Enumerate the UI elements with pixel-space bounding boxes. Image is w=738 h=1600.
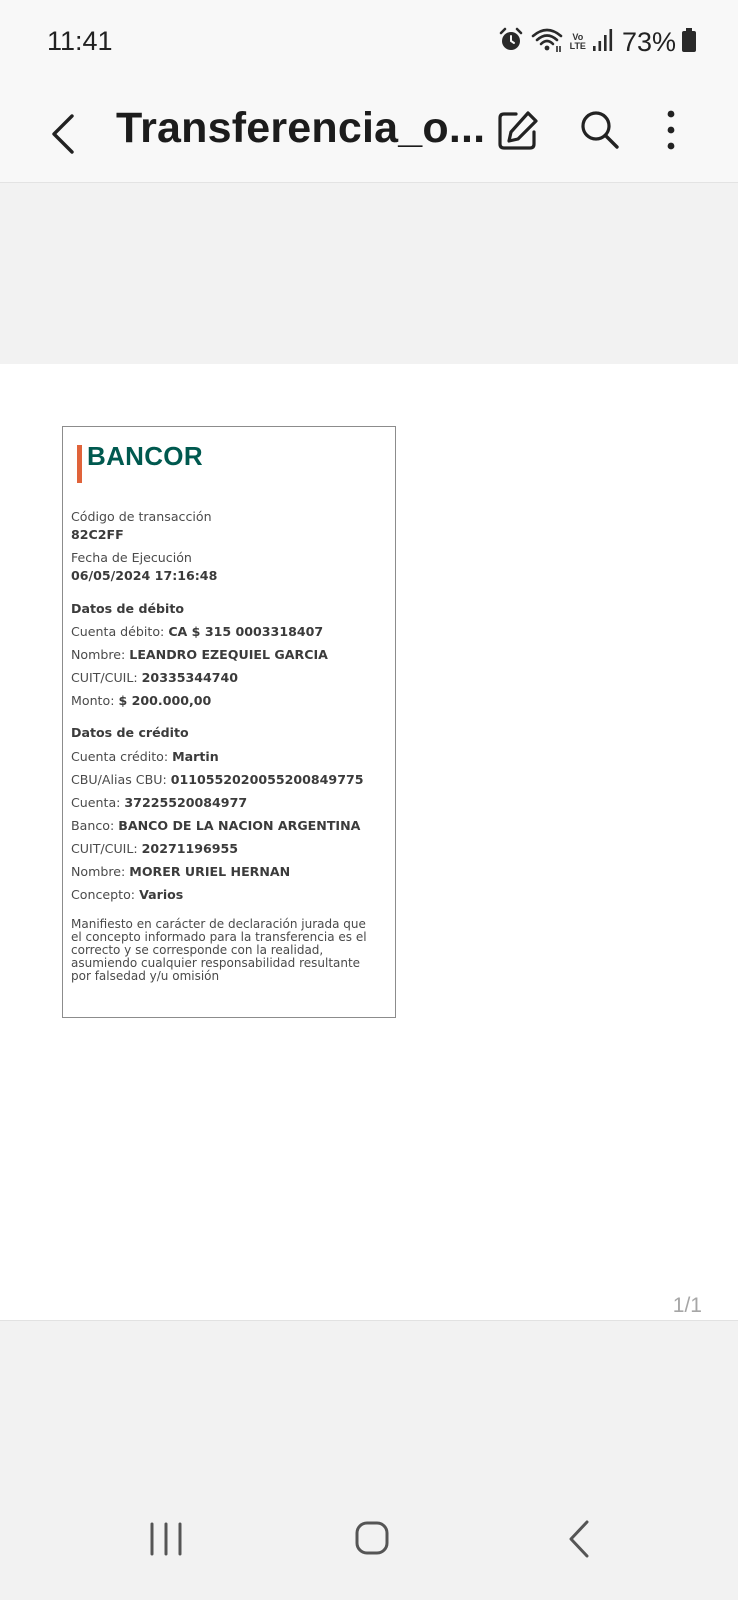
credit-cuit-label: CUIT/CUIL: [71,841,138,856]
recents-icon [136,1512,196,1566]
more-vertical-icon [652,106,690,154]
debit-amount-value: $ 200.000,00 [118,693,212,708]
transfer-receipt [62,426,396,1018]
logo-text: BANCOR [87,441,203,471]
credit-cuit-row [71,841,238,856]
credit-account-value: Martin [172,749,219,764]
battery-icon [682,28,696,57]
edit-icon [494,106,542,154]
debit-cuit-row [71,670,238,685]
wifi-icon [530,26,564,59]
recents-button[interactable] [136,1512,196,1566]
credit-name-row [71,864,290,879]
debit-account-value: CA $ 315 0003318407 [168,624,324,639]
debit-cuit-value: 20335344740 [141,670,239,685]
chevron-left-icon [44,106,84,162]
edit-button[interactable] [494,106,542,154]
transaction-code-label: Código de transacción [71,509,212,524]
status-time: 11:41 [47,26,113,56]
debit-amount-row [71,693,211,708]
debit-cuit-label: CUIT/CUIL: [71,670,138,685]
battery-percent: 73% [621,26,676,57]
credit-account-label: Cuenta crédito: [71,749,169,764]
bancor-logo [77,443,203,483]
credit-cuit-value: 20271196955 [141,841,239,856]
volte-bottom-label: LTE [569,41,586,51]
pdf-page[interactable] [0,364,738,1321]
logo-accent-bar [77,445,82,483]
debit-section-heading: Datos de débito [71,601,185,616]
credit-cuenta-label: Cuenta: [71,795,121,810]
status-bar [0,0,738,88]
legal-disclaimer: Manifiesto en carácter de declaración jurada que el concepto informado para la transferencia es el correcto y se corresponde con la realidad, asumiendo cualquier responsabilidad resultante por falsedad y/u omisión [71,917,367,983]
credit-name-value: MORER URIEL HERNAN [129,864,291,879]
debit-account-label: Cuenta débito: [71,624,165,639]
search-button[interactable] [576,106,624,154]
signal-icon [592,28,614,57]
page-indicator: 1/1 [672,1294,702,1317]
debit-name-value: LEANDRO EZEQUIEL GARCIA [129,647,328,662]
credit-account-row [71,749,219,764]
credit-section-heading: Datos de crédito [71,725,189,740]
debit-name-label: Nombre: [71,647,126,662]
credit-cuenta-row [71,795,247,810]
home-button[interactable] [342,1512,402,1566]
home-icon [342,1512,402,1566]
back-icon [551,1512,611,1566]
credit-cbu-row [71,772,363,787]
document-title: Transferencia_o... [116,104,486,152]
app-bar [0,88,738,183]
credit-name-label: Nombre: [71,864,126,879]
credit-bank-row [71,818,360,833]
credit-bank-value: BANCO DE LA NACION ARGENTINA [118,818,361,833]
transaction-code-value: 82C2FF [71,527,124,542]
credit-cbu-label: CBU/Alias CBU: [71,772,167,787]
debit-account-row [71,624,323,639]
more-options-button[interactable] [652,106,690,154]
status-icons [498,24,696,60]
back-nav-button[interactable] [551,1512,611,1566]
credit-concept-value: Varios [139,887,184,902]
credit-bank-label: Banco: [71,818,115,833]
volte-top-label: Vo [572,32,584,42]
system-nav-bar [0,1480,738,1600]
alarm-icon [498,27,524,58]
credit-concept-label: Concepto: [71,887,136,902]
execution-date-label: Fecha de Ejecución [71,550,192,565]
back-button[interactable] [44,106,84,162]
volte-icon [570,33,586,51]
credit-cuenta-value: 37225520084977 [124,795,248,810]
execution-date-value: 06/05/2024 17:16:48 [71,568,218,583]
debit-amount-label: Monto: [71,693,115,708]
debit-name-row [71,647,328,662]
credit-cbu-value: 0110552020055200849775 [170,772,364,787]
search-icon [576,106,624,154]
credit-concept-row [71,887,183,902]
